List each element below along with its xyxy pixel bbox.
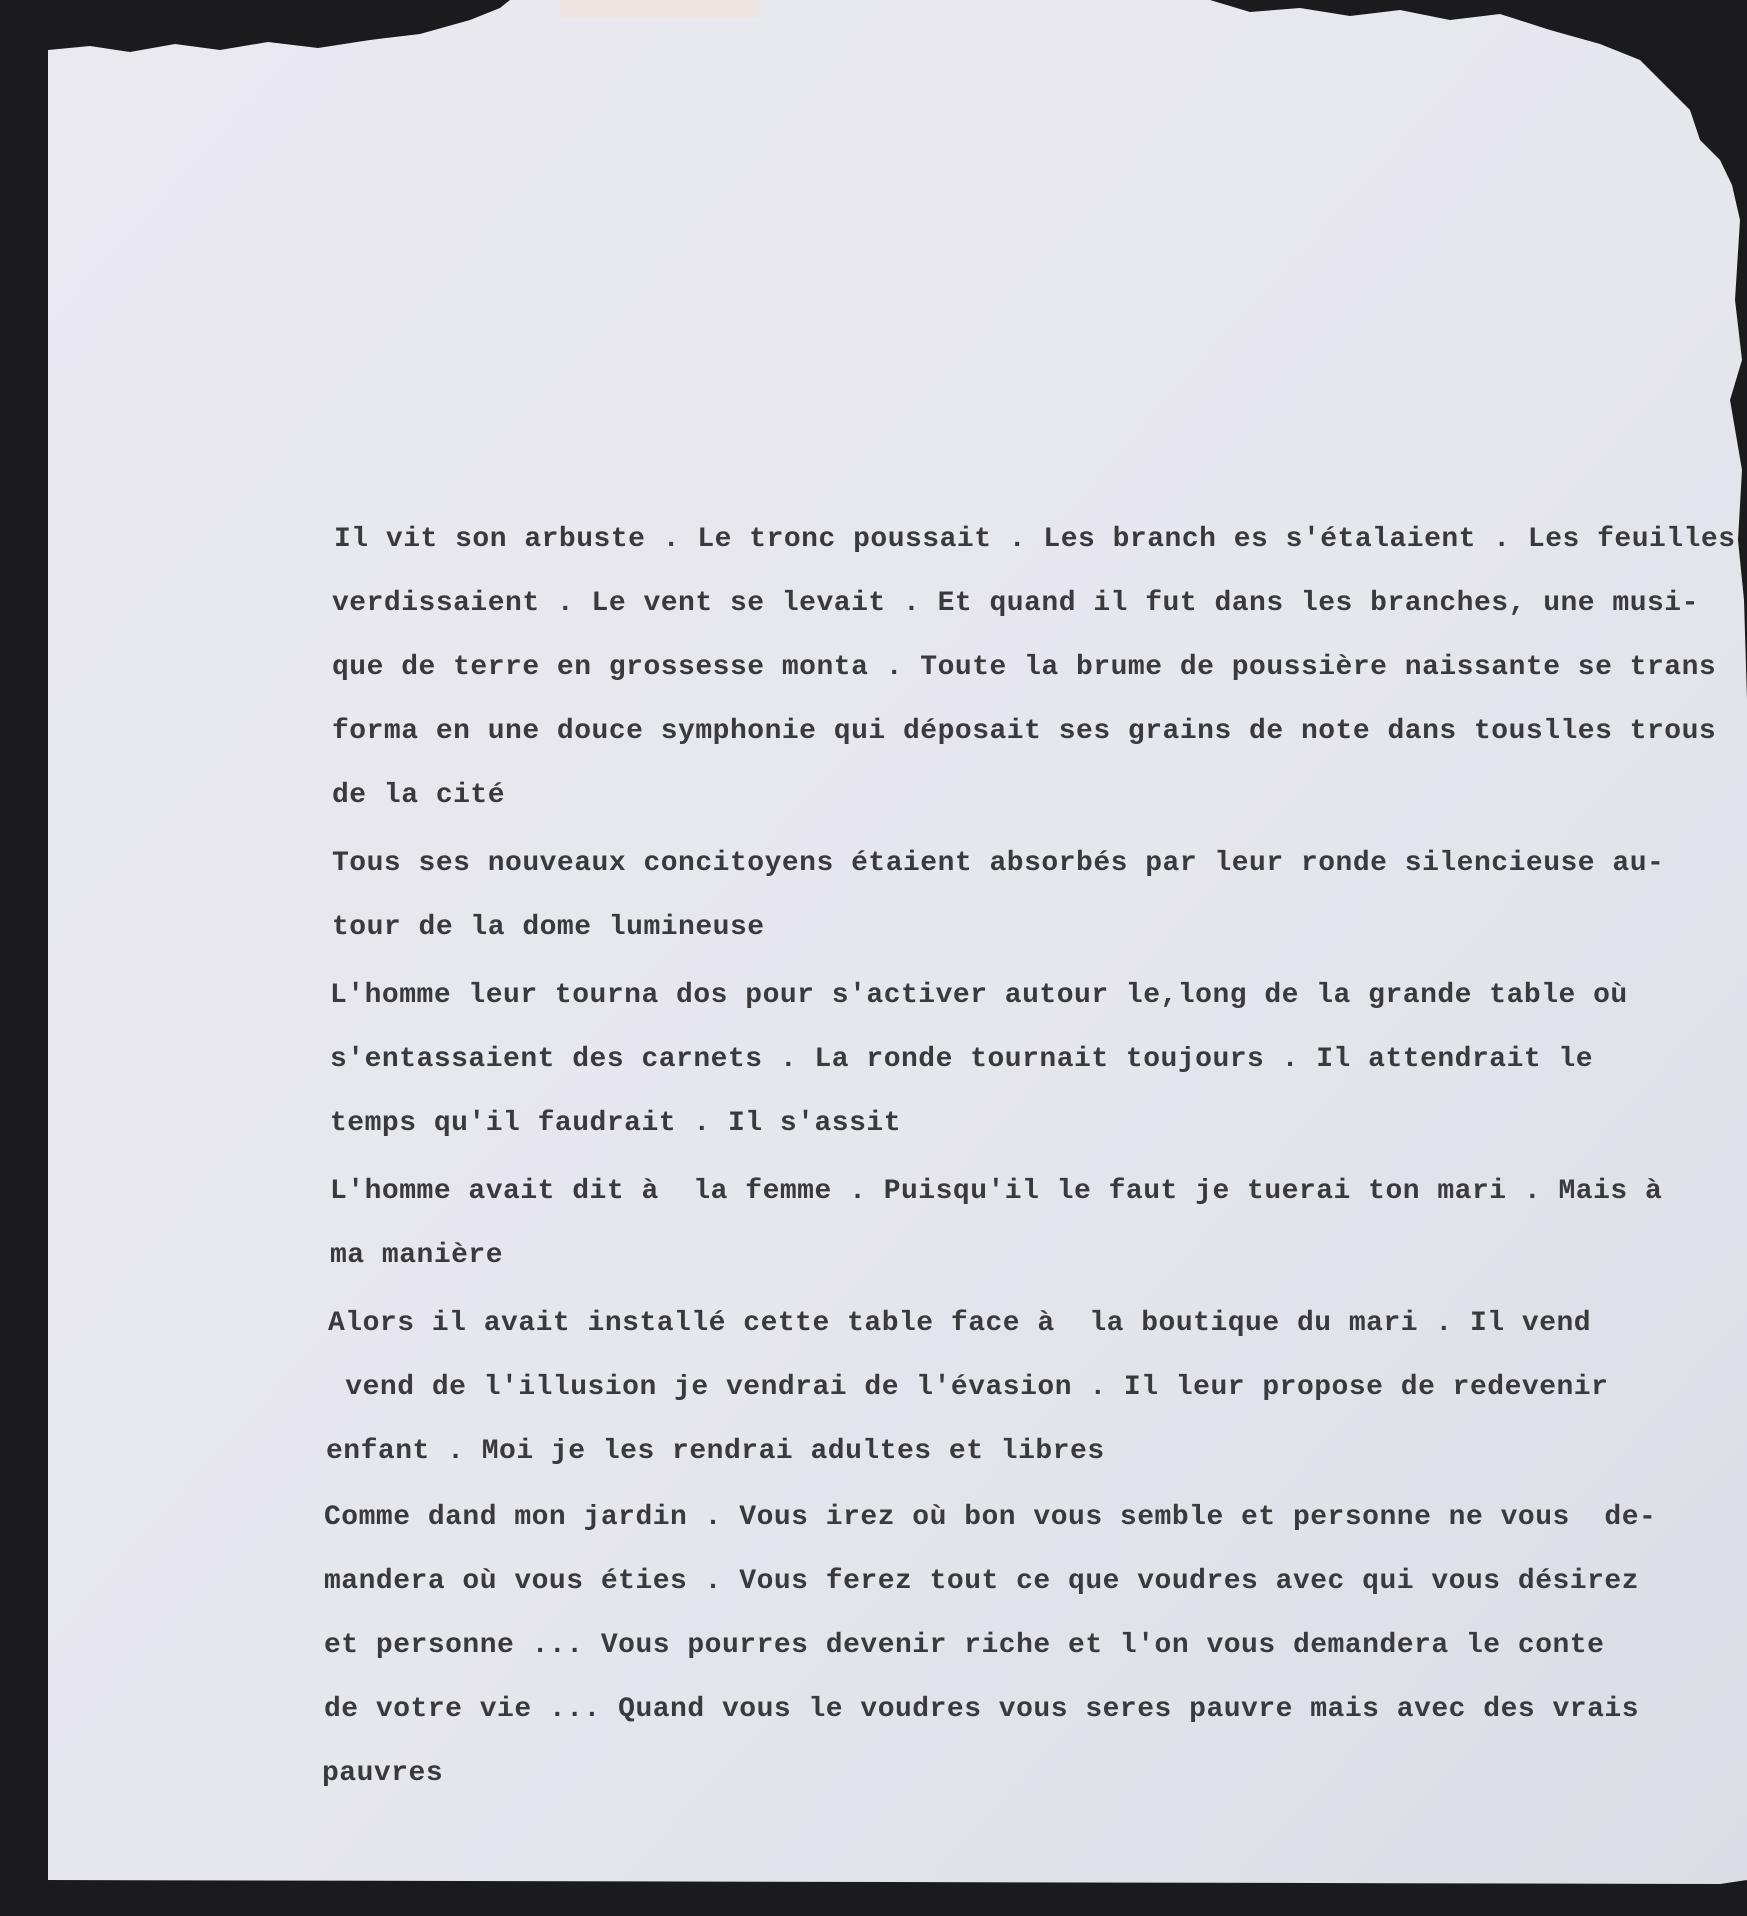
text-line: ma manière: [330, 1240, 504, 1271]
text-line: pauvres: [322, 1758, 444, 1789]
text-line: temps qu'il faudrait . Il s'assit: [330, 1108, 901, 1139]
text-line: tour de la dome lumineuse: [332, 912, 765, 943]
text-line: Comme dand mon jardin . Vous irez où bon vous semble et personne ne vous de-: [324, 1502, 1657, 1533]
text-line: L'homme leur tourna dos pour s'activer autour le,long de la grande table où: [330, 980, 1628, 1011]
text-line: forma en une douce symphonie qui déposait ses grains de note dans touslles trous: [332, 716, 1717, 747]
text-line: vend de l'illusion je vendrai de l'évasion . Il leur propose de redevenir: [328, 1372, 1609, 1403]
text-line: que de terre en grossesse monta . Toute la brume de poussière naissante se trans: [332, 652, 1717, 683]
text-line: et personne ... Vous pourres devenir riche et l'on vous demandera le conte: [324, 1630, 1605, 1661]
text-line: Il vit son arbuste . Le tronc poussait . Les branch es s'étalaient . Les feuilles: [334, 524, 1736, 555]
text-line: enfant . Moi je les rendrai adultes et libres: [326, 1436, 1105, 1467]
text-line: L'homme avait dit à la femme . Puisqu'il le faut je tuerai ton mari . Mais à: [330, 1176, 1663, 1207]
text-line: de votre vie ... Quand vous le voudres vous seres pauvre mais avec des vrais: [324, 1694, 1640, 1725]
text-line: s'entassaient des carnets . La ronde tournait toujours . Il attendrait le: [330, 1044, 1594, 1075]
text-line: Tous ses nouveaux concitoyens étaient absorbés par leur ronde silencieuse au-: [332, 848, 1665, 879]
text-line: Alors il avait installé cette table face à la boutique du mari . Il vend: [328, 1308, 1592, 1339]
text-line: mandera où vous éties . Vous ferez tout ce que voudres avec qui vous désirez: [324, 1566, 1640, 1597]
text-line: de la cité: [332, 780, 506, 811]
text-line: verdissaient . Le vent se levait . Et quand il fut dans les branches, une musi-: [332, 588, 1699, 619]
